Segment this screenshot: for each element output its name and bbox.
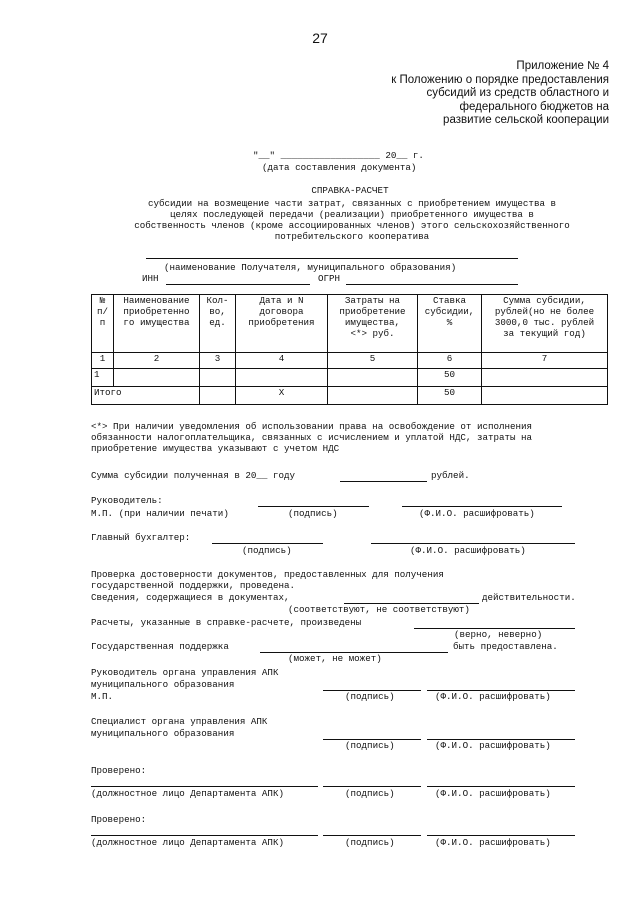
seal-label: М.П. (при наличии печати): [91, 508, 229, 519]
appendix-line: развитие сельской кооперации: [443, 114, 609, 126]
footnote-line: <*> При наличии уведомления об использовании права на освобождение от исполнения: [91, 421, 533, 432]
apk-specialist-label: Специалист органа управления АПК: [91, 716, 268, 727]
apk-head-label: муниципального образования: [91, 679, 235, 690]
header-cell: № п/ п: [92, 295, 114, 353]
calculations-hint: (верно, неверно): [454, 629, 543, 640]
page-number: 27: [312, 30, 328, 46]
table-cell: [236, 369, 328, 387]
header-cell: Дата и N договора приобретения: [236, 295, 328, 353]
apk-head-label: Руководитель органа управления АПК: [91, 667, 279, 678]
column-number: 4: [236, 353, 328, 369]
chief-sign-line: [212, 543, 323, 544]
appendix-header: [391, 60, 609, 128]
header-cell: Ставка субсидии, %: [418, 295, 482, 353]
name-caption: (Ф.И.О. расшифровать): [419, 508, 535, 519]
footnote-line: приобретение имущества указывают с учетом НДС: [91, 443, 340, 454]
checked-label: Проверено:: [91, 765, 147, 776]
table-cell: 50: [418, 387, 482, 405]
verification-line: Проверка достоверности документов, предоставленных для получения: [91, 569, 444, 580]
footnote-line: обязанности налогоплательщика, связанных с исчислением и уплатой НДС, затраты на: [91, 432, 533, 443]
inn-label: ИНН: [142, 273, 159, 284]
column-number: 3: [200, 353, 236, 369]
signature-caption: (подпись): [345, 837, 395, 848]
checked-label: Проверено:: [91, 814, 147, 825]
calculations-prefix: Расчеты, указанные в справке-расчете, произведены: [91, 617, 362, 628]
chief-name-line: [371, 543, 575, 544]
sum-line-prefix: Сумма субсидии полученная в 20__ году: [91, 470, 295, 481]
table-header-row: [92, 295, 608, 353]
support-prefix: Государственная поддержка: [91, 641, 229, 652]
appendix-line: Приложение № 4: [516, 60, 609, 72]
sum-field-line: [340, 481, 427, 482]
table-row: [92, 369, 608, 387]
official-caption: (должностное лицо Департамента АПК): [91, 837, 284, 848]
chief-accountant-label: Главный бухгалтер:: [91, 532, 191, 543]
support-suffix: быть предоставлена.: [453, 641, 558, 652]
signature-caption: (подпись): [345, 740, 395, 751]
name-caption: (Ф.И.О. расшифровать): [435, 837, 551, 848]
name-caption: (Ф.И.О. расшифровать): [410, 545, 526, 556]
column-number: 7: [482, 353, 608, 369]
table-cell: Итого: [92, 387, 200, 405]
document-title: СПРАВКА-РАСЧЕТ: [311, 185, 389, 196]
verification-line: государственной поддержки, проведена.: [91, 580, 295, 591]
head-label: Руководитель:: [91, 495, 163, 506]
subtitle-line: собственность членов (кроме ассоциированных членов) этого сельскохозяйственного: [134, 220, 570, 231]
header-cell: Наименование приобретенно го имущества: [114, 295, 200, 353]
inn-field-line: [166, 284, 310, 285]
apk-specialist-label: муниципального образования: [91, 728, 235, 739]
table-cell: [328, 387, 418, 405]
subtitle-line: целях последующей передачи (реализации) приобретенного имущества в: [170, 209, 534, 220]
support-hint: (может, не может): [288, 653, 382, 664]
signature-caption: (подпись): [242, 545, 292, 556]
sum-line-suffix: рублей.: [431, 470, 470, 481]
name-caption: (Ф.И.О. расшифровать): [435, 788, 551, 799]
column-number: 5: [328, 353, 418, 369]
signature-caption: (подпись): [345, 691, 395, 702]
appendix-line: федерального бюджетов на: [459, 100, 609, 113]
table-cell: 50: [418, 369, 482, 387]
column-number: 2: [114, 353, 200, 369]
header-cell: Кол- во, ед.: [200, 295, 236, 353]
table-cell: [114, 369, 200, 387]
official-line: [91, 786, 318, 787]
column-number: 6: [418, 353, 482, 369]
recipient-caption: (наименование Получателя, муниципального образования): [164, 262, 457, 273]
footnote: [91, 421, 611, 454]
documents-hint: (соответствуют, не соответствуют): [288, 604, 470, 615]
appendix-line: субсидий из средств областного и: [426, 87, 609, 99]
documents-prefix: Сведения, содержащиеся в документах,: [91, 592, 290, 603]
header-cell: Затраты на приобретение имущества, <*> руб.: [328, 295, 418, 353]
date-caption: (дата составления документа): [262, 162, 417, 173]
checked-name-line: [427, 835, 575, 836]
header-cell: Сумма субсидии, рублей(но не более 3000,0 тыс. рублей за текущий год): [482, 295, 608, 353]
table-cell: 1: [92, 369, 114, 387]
checked-sign-line: [323, 835, 421, 836]
date-line: "__" __________________ 20__ г.: [253, 150, 424, 161]
appendix-line: к Положению о порядке предоставления: [391, 73, 609, 86]
subtitle-line: субсидии на возмещение части затрат, связанных с приобретением имущества в: [148, 198, 556, 209]
table-cell: [200, 369, 236, 387]
official-line: [91, 835, 318, 836]
checked-name-line: [427, 786, 575, 787]
table-cell: [482, 387, 608, 405]
column-number-row: [92, 353, 608, 369]
document-subtitle: [96, 198, 608, 242]
head-name-line: [402, 506, 562, 507]
signature-caption: (подпись): [345, 788, 395, 799]
checked-sign-line: [323, 786, 421, 787]
table-cell: [482, 369, 608, 387]
official-caption: (должностное лицо Департамента АПК): [91, 788, 284, 799]
table-total-row: [92, 387, 608, 405]
ogrn-field-line: [346, 284, 518, 285]
seal-label: М.П.: [91, 691, 114, 702]
ogrn-label: ОГРН: [318, 273, 341, 284]
table-cell: [200, 387, 236, 405]
subtitle-line: потребительского кооператива: [274, 231, 430, 242]
signature-caption: (подпись): [288, 508, 338, 519]
recipient-field-line: [146, 258, 518, 259]
subsidy-table: [91, 294, 608, 405]
name-caption: (Ф.И.О. расшифровать): [435, 691, 551, 702]
column-number: 1: [92, 353, 114, 369]
documents-suffix: действительности.: [482, 592, 576, 603]
name-caption: (Ф.И.О. расшифровать): [435, 740, 551, 751]
table-cell: X: [236, 387, 328, 405]
head-sign-line: [258, 506, 369, 507]
table-cell: [328, 369, 418, 387]
